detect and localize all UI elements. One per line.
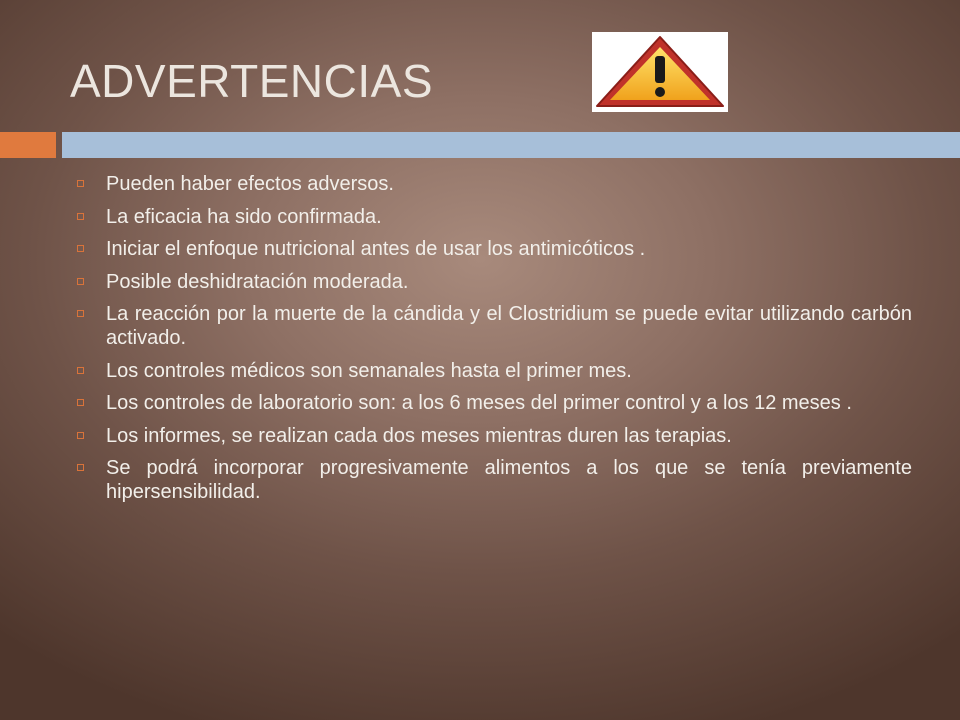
- list-item: [76, 172, 912, 196]
- list-item: [76, 456, 912, 504]
- list-item: [76, 391, 912, 415]
- square-bullet-icon: [77, 367, 84, 374]
- warning-image: [592, 32, 728, 112]
- list-item: [76, 205, 912, 229]
- list-item: [76, 424, 912, 448]
- square-bullet-icon: [77, 278, 84, 285]
- square-bullet-icon: [77, 180, 84, 187]
- accent-bar-blue: [62, 132, 960, 158]
- list-item-text: Posible deshidratación moderada.: [106, 270, 409, 293]
- square-bullet-icon: [77, 464, 84, 471]
- list-item: [76, 302, 912, 350]
- slide-title: ADVERTENCIAS: [70, 55, 434, 107]
- list-item-text: La eficacia ha sido confirmada.: [106, 205, 382, 228]
- list-item: [76, 270, 912, 294]
- list-item-text: Pueden haber efectos adversos.: [106, 173, 394, 195]
- list-item-text: Iniciar el enfoque nutricional antes de usar los antimicóticos .: [106, 238, 646, 260]
- square-bullet-icon: [77, 245, 84, 252]
- warning-triangle-icon: [592, 32, 728, 112]
- square-bullet-icon: [77, 399, 84, 406]
- list-item: [76, 237, 912, 261]
- list-item-text: Los controles de laboratorio son: a los 6 meses del primer control y a los 12 meses .: [106, 392, 852, 414]
- list-item-text: Los controles médicos son semanales hasta el primer mes.: [106, 359, 632, 382]
- list-item-text: Se podrá incorporar progresivamente alimentos a los que se tenía previamente hipersensibilidad.: [106, 457, 912, 503]
- square-bullet-icon: [77, 310, 84, 317]
- list-item-text: Los informes, se realizan cada dos meses mientras duren las terapias.: [106, 424, 732, 447]
- list-item: [76, 359, 912, 383]
- square-bullet-icon: [77, 432, 84, 439]
- square-bullet-icon: [77, 213, 84, 220]
- list-item-text: La reacción por la muerte de la cándida y el Clostridium se puede evitar utilizando carbón activado.: [106, 303, 912, 349]
- warnings-list: [76, 172, 912, 513]
- accent-bar-orange: [0, 132, 56, 158]
